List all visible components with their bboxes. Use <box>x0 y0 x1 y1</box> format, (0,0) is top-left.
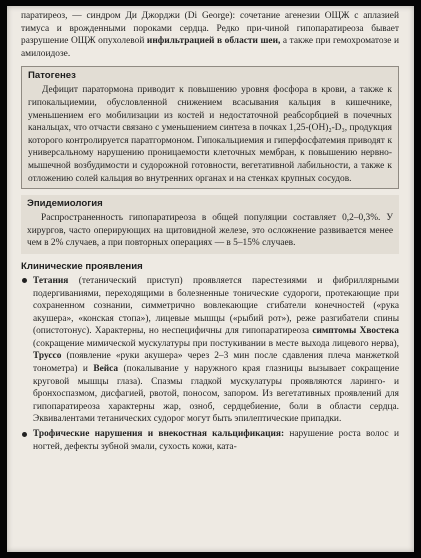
item-term: Тетания <box>33 275 69 286</box>
item-text: нарушение роста волос и ногтей, дефекты зубной эмали, сухость кожи, ката- <box>33 429 399 452</box>
document-page <box>7 6 414 552</box>
intro-paragraph <box>21 10 399 60</box>
clinical-heading: Клинические проявления <box>21 260 143 272</box>
list-item <box>21 275 399 426</box>
item-term: Труссо <box>33 351 62 362</box>
item-term: симптомы Хвостека <box>312 326 399 337</box>
bullet-icon <box>22 432 27 437</box>
epidemiology-heading: Эпидемиология <box>27 198 103 210</box>
pathogenesis-heading: Патогенез <box>28 70 76 82</box>
item-text: (появление «руки акушера» через 2–3 мин после сдавления плеча манжеткой тонометра) и <box>33 351 399 375</box>
bullet-icon <box>22 278 27 283</box>
intro-text: паратиреоз, — синдром Ди Джорджи (Di George): сочетание агенезии ОЩЖ с аплазией тимуса и врожденными пороками сердца. Редко при-чиной гипопаратиреоза бывает разрушение ОЩЖ опухолевой <box>21 11 399 47</box>
item-term: Вейса <box>93 364 119 375</box>
section-clinical <box>21 260 399 453</box>
page-content <box>21 10 399 455</box>
section-pathogenesis <box>21 66 399 189</box>
list-item <box>21 428 399 453</box>
intro-bold-text: инфильтрацией в области шеи, <box>146 36 281 47</box>
item-text: (покалывание у наружного края глазницы вызывает сокращение круговой мышцы глаза). Спазмы гладкой мускулатуры проявляются ларинго- и бронхоспазмом, дисфагией, рвотой, поносом, запором. Из вегетативных проявлений для гипопаратиреоза характерны жар, озноб, сердцебиение, боли в области сердца. Эквивалентами тетанических судорог могут быть эпилептические припадки. <box>33 364 399 425</box>
intro-text-end: а также при гемохроматозе и амилоидозе. <box>21 36 400 59</box>
item-text: (тетанический приступ) проявляется парестезиями и фибриллярными подергиваниями, переходящими в болезненные тонические судороги, протекающие при сохраненном сознании, симметрично вовлекающие сгибатели конечностей («рука акушера», «конская стопа»), лицевые мышцы («рыбий рот»), реже разгибатели спины (опистотонус). Характерны, но неспецифичны для гипопаратиреоза <box>33 275 399 337</box>
clinical-list <box>21 275 399 453</box>
epidemiology-paragraph: Распространенность гипопаратиреоза в общей популяции составляет 0,2–0,3%. У хирургов, часто оперирующих на щитовидной железе, это осложнение развивается менее чем в 2% случаев, а при повторных операциях — в 5–15% случаев. <box>27 213 393 249</box>
item-text: (сокращение мимической мускулатуры при постукивании в месте выхода лицевого нерва), <box>33 338 399 349</box>
pathogenesis-paragraph: Дефицит паратормона приводит к повышению уровня фосфора в крови, а также к гипокальциемии, обусловленной снижением всасывания кальция в кишечнике, уменьшением его мобилизации из костей и недостаточной реабсорбцией в почечных канальцах, что отчасти связано с уменьшением синтеза в почках 1,25-(OH)₂-D₃, продукция которого контролируется паратгормоном. Гипокальциемия и гиперфосфатемия приводят к универсальному нарушению проницаемости клеточных мембран, к повышению нервно-мышечной возбудимости и судорожной готовности, вегетативной лабильности, а также к отложению солей кальция во внутренних органах и на стенках крупных сосудов. <box>28 85 392 184</box>
section-epidemiology <box>21 195 399 254</box>
item-term: Трофические нарушения и внекостная кальцификация: <box>33 429 285 440</box>
